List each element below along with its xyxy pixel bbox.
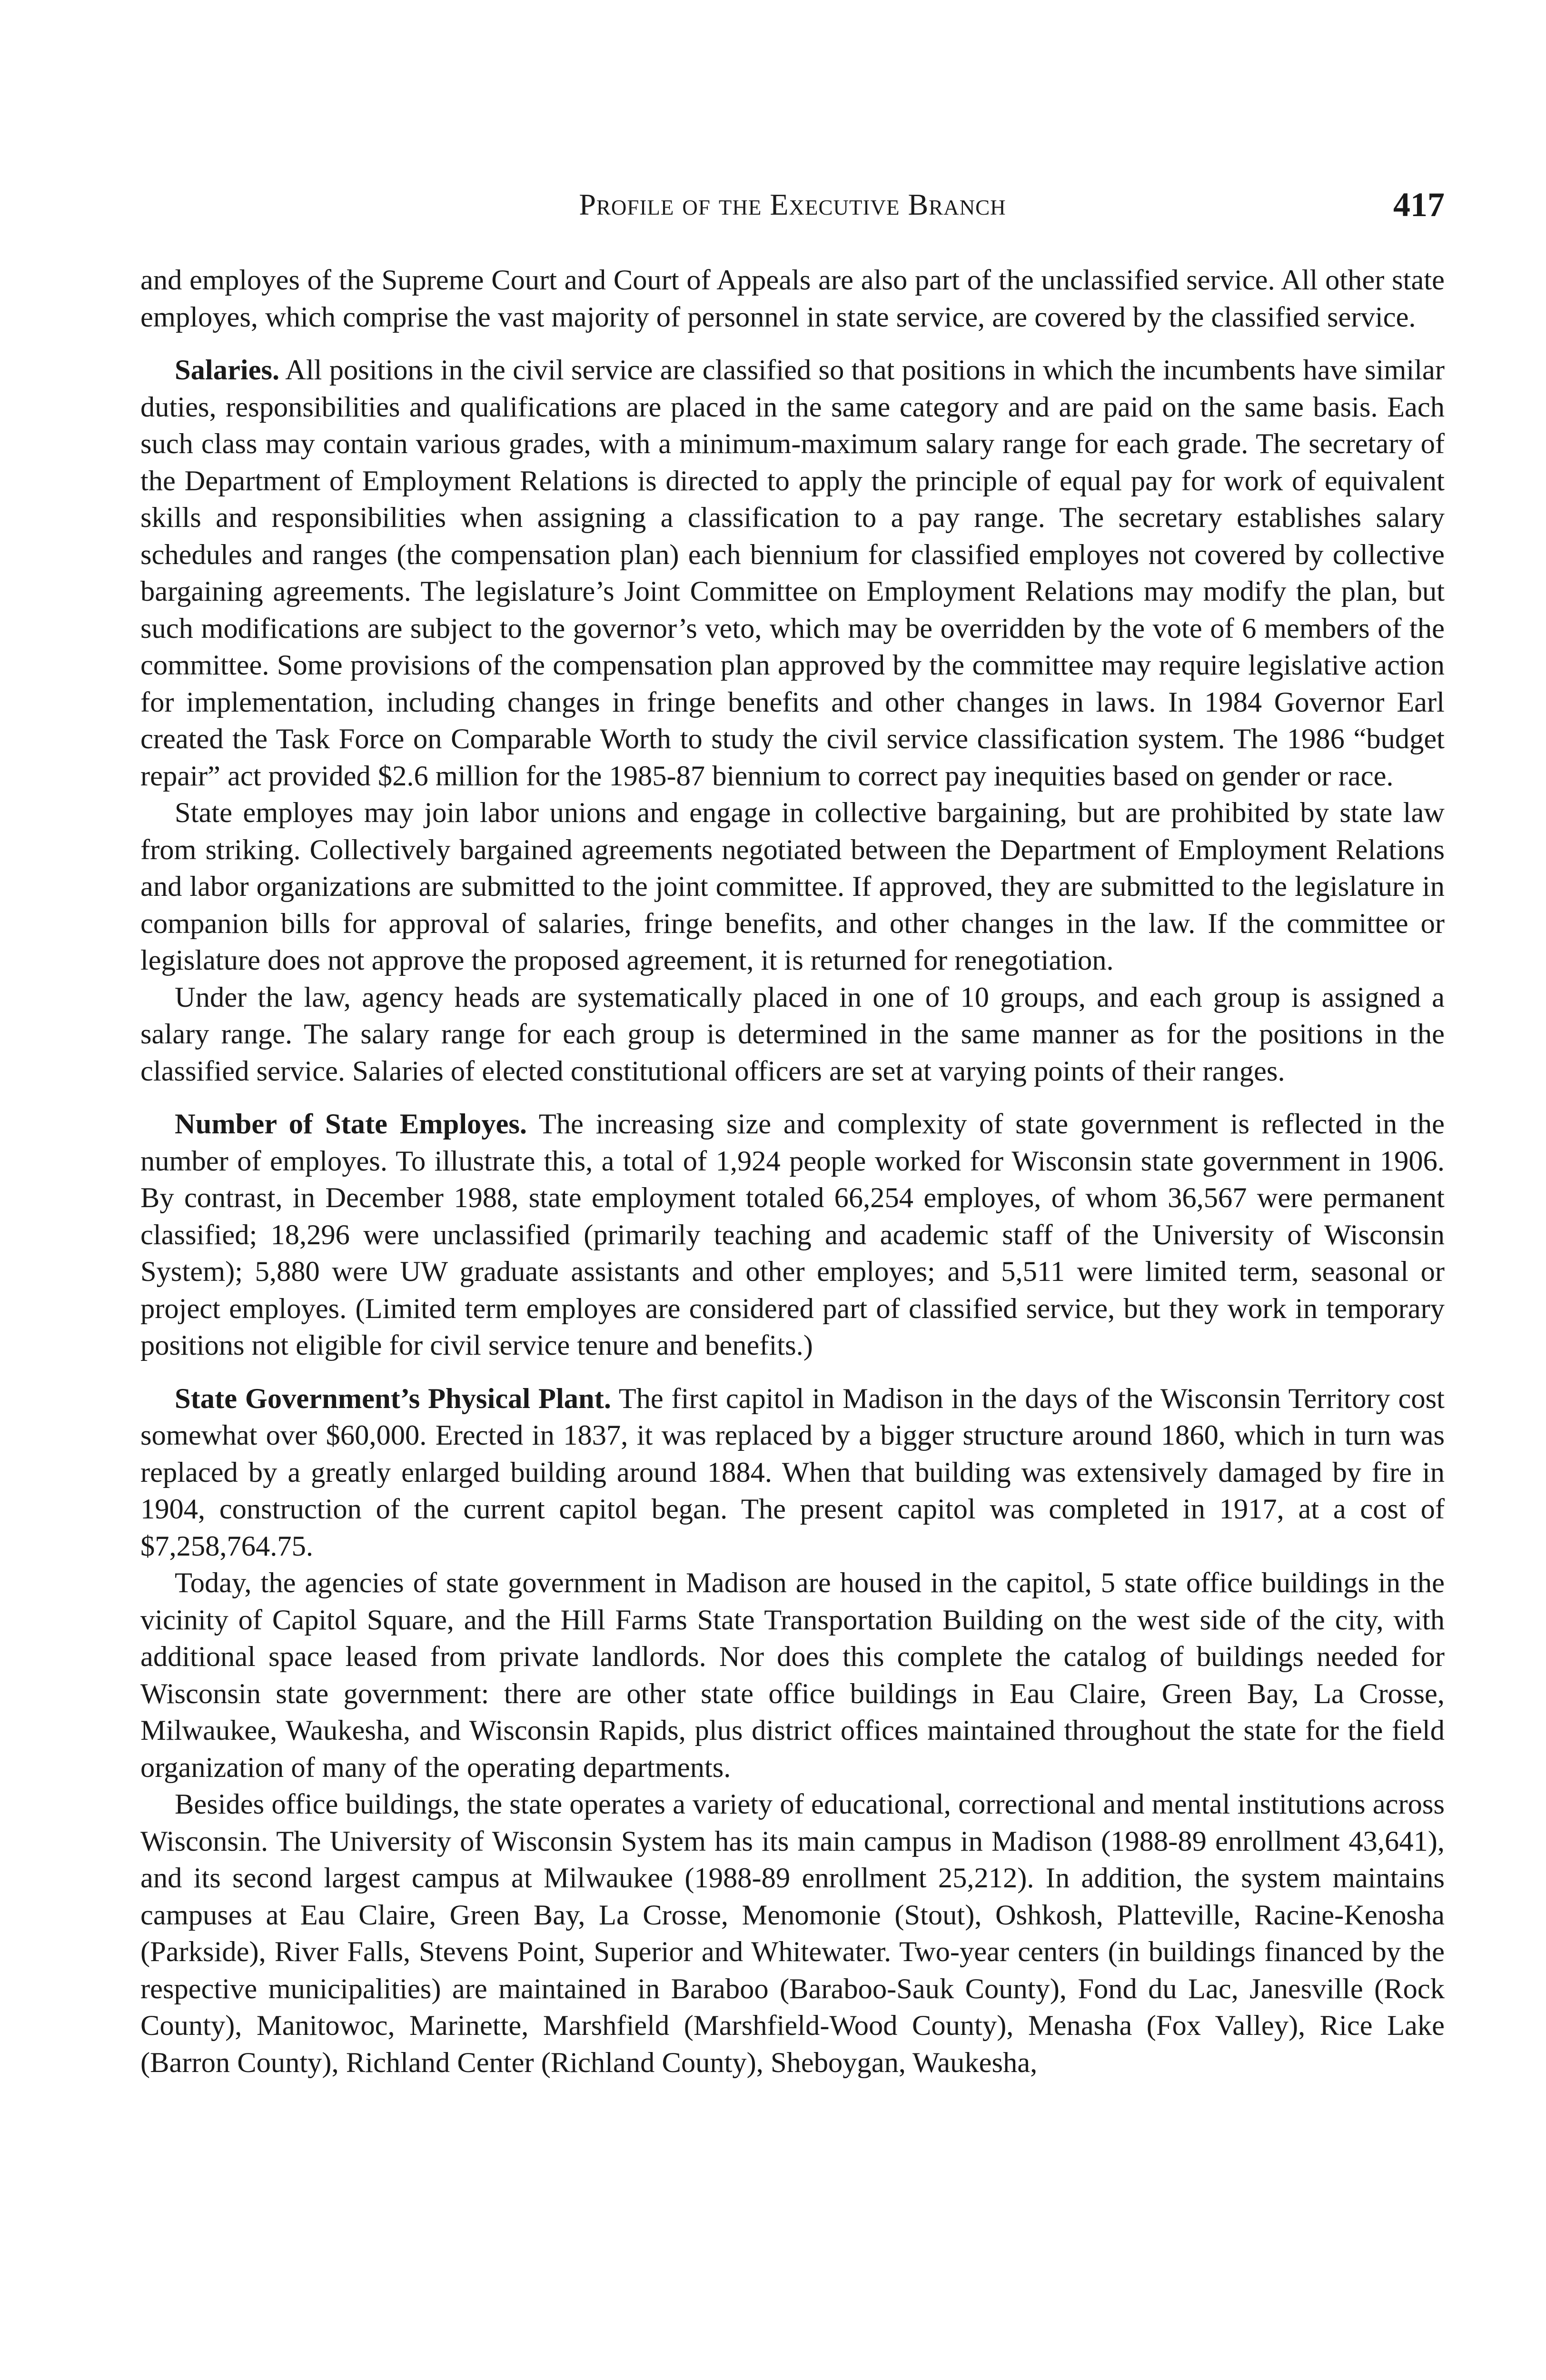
paragraph-salaries — [140, 352, 1445, 794]
paragraph-text: Today, the agencies of state government in Madison are housed in the capitol, 5 state office buildings in the vicinity of Capitol Square, and the Hill Farms State Transportation Building on the west side of the city, with additional space leased from private landlords. Nor does this complete the catalog of buildings needed for Wisconsin state government: there are other state office buildings in Eau Claire, Green Bay, La Crosse, Milwaukee, Waukesha, and Wisconsin Rapids, plus district offices maintained throughout the state for the field organization of many of the operating departments. — [140, 1567, 1445, 1784]
paragraph-collective-bargaining — [140, 794, 1445, 979]
section-heading: State Government’s Physical Plant. — [175, 1382, 611, 1415]
paragraph-text: The increasing size and complexity of state government is reflected in the number of employes. To illustrate this, a total of 1,924 people worked for Wisconsin state government in 1906. By contrast, in December 1988, state employment totaled 66,254 employes, of whom 36,567 were permanent classified; 18,296 were unclassified (primarily teaching and academic staff of the University of Wisconsin System); 5,880 were UW graduate assistants and other employes; and 5,511 were limited term, seasonal or project employes. (Limited term employes are considered part of classified service, but they work in temporary positions not eligible for civil service tenure and benefits.) — [140, 1108, 1445, 1361]
paragraph-agency-heads — [140, 979, 1445, 1090]
running-title: Profile of the Executive Branch — [579, 188, 1006, 221]
paragraph-agencies-housing — [140, 1565, 1445, 1786]
paragraph-institutions — [140, 1786, 1445, 2081]
paragraph-text: Besides office buildings, the state operates a variety of educational, correctional and mental institutions across Wisconsin. The University of Wisconsin System has its main campus in Madison (1988-89 enrollment 43,641), and its second largest campus at Milwaukee (1988-89 enrollment 25,212). In addition, the system maintains campuses at Eau Claire, Green Bay, La Crosse, Menomonie (Stout), Oshkosh, Platteville, Racine-Kenosha (Parkside), River Falls, Stevens Point, Superior and Whitewater. Two-year centers (in buildings financed by the respective municipalities) are maintained in Baraboo (Baraboo-Sauk County), Fond du Lac, Janesville (Rock County), Manitowoc, Marinette, Marshfield (Marshfield-Wood County), Menasha (Fox Valley), Rice Lake (Barron County), Richland Center (Richland County), Sheboygan, Waukesha, — [140, 1788, 1445, 2079]
paragraph-continuation — [140, 262, 1445, 336]
paragraph-text: All positions in the civil service are classified so that positions in which the incumbents have similar duties, responsibilities and qualifications are placed in the same category and are paid on the same basis. Each such class may contain various grades, with a minimum-maximum salary range for each grade. The secretary of the Department of Employment Relations is directed to apply the principle of equal pay for work of equivalent skills and responsibilities when assigning a classification to a pay range. The secretary establishes salary schedules and ranges (the compensation plan) each biennium for classified employes not covered by collective bargaining agreements. The legislature’s Joint Committee on Employment Relations may modify the plan, but such modifications are subject to the governor’s veto, which may be overridden by the vote of 6 members of the committee. Some provisions of the compensation plan approved by the committee may require legislative action for implementation, including changes in fringe benefits and other changes in laws. In 1984 Governor Earl created the Task Force on Comparable Worth to study the civil service classification system. The 1986 “budget repair” act provided $2.6 million for the 1985-87 biennium to correct pay inequities based on gender or race. — [140, 354, 1445, 792]
section-heading: Salaries. — [175, 354, 280, 386]
paragraph-text: The first capitol in Madison in the days of the Wisconsin Territory cost somewhat over $60,000. Erected in 1837, it was replaced by a bigger structure around 1860, which in turn was replaced by a greatly enlarged building around 1884. When that building was extensively damaged by fire in 1904, construction of the current capitol began. The present capitol was completed in 1917, at a cost of $7,258,764.75. — [140, 1382, 1445, 1562]
paragraph-number-of-employes — [140, 1106, 1445, 1364]
paragraph-text: and employes of the Supreme Court and Court of Appeals are also part of the unclassified service. All other state employes, which comprise the vast majority of personnel in state service, are covered by the classified service. — [140, 264, 1445, 333]
section-heading: Number of State Employes. — [175, 1108, 527, 1140]
running-head — [140, 181, 1445, 228]
body-text — [140, 262, 1445, 2081]
paragraph-text: State employes may join labor unions and engage in collective bargaining, but are prohibited by state law from striking. Collectively bargained agreements negotiated between the Department of Employment Relations and labor organizations are submitted to the joint committee. If approved, they are submitted to the legislature in companion bills for approval of salaries, fringe benefits, and other changes in the law. If the committee or legislature does not approve the proposed agreement, it is returned for renegotiation. — [140, 797, 1445, 976]
paragraph-text: Under the law, agency heads are systematically placed in one of 10 groups, and each group is assigned a salary range. The salary range for each group is determined in the same manner as for the positions in the classified service. Salaries of elected constitutional officers are set at varying points of their ranges. — [140, 981, 1445, 1087]
page-number: 417 — [1393, 186, 1445, 224]
document-page — [140, 181, 1445, 2081]
paragraph-physical-plant — [140, 1380, 1445, 1565]
